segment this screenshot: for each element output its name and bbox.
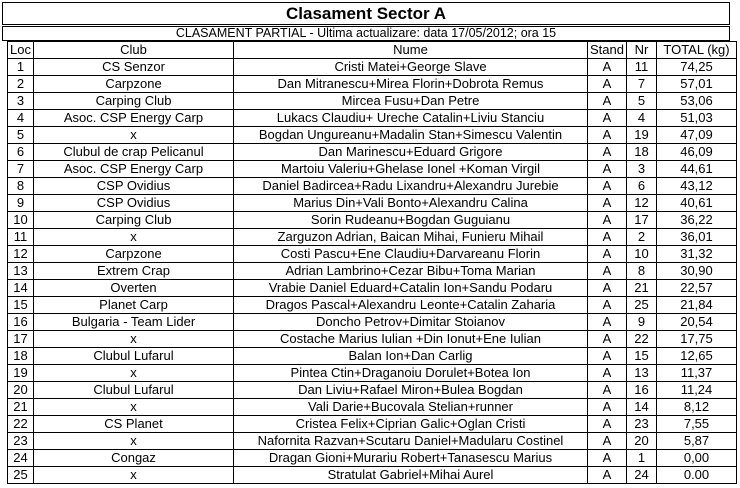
cell-total: 40,61	[657, 195, 737, 212]
cell-total: 44,61	[657, 161, 737, 178]
cell-club: CSP Ovidius	[34, 178, 234, 195]
cell-loc: 7	[8, 161, 34, 178]
update-status: CLASAMENT PARTIAL - Ultima actualizare: data 17/05/2012; ora 15	[2, 26, 730, 41]
table-row	[8, 365, 737, 382]
cell-nr: 12	[627, 195, 657, 212]
cell-nume: Vrabie Daniel Eduard+Catalin Ion+Sandu Podaru	[234, 280, 588, 297]
cell-total: 31,32	[657, 246, 737, 263]
cell-stand: A	[588, 246, 627, 263]
cell-loc: 4	[8, 110, 34, 127]
cell-nr: 2	[627, 229, 657, 246]
cell-club: Bulgaria - Team Lider	[34, 314, 234, 331]
cell-nr: 15	[627, 348, 657, 365]
cell-nume: Vali Darie+Bucovala Stelian+runner	[234, 399, 588, 416]
cell-nr: 20	[627, 433, 657, 450]
column-header-loc: Loc	[8, 42, 34, 59]
cell-club: Carpzone	[34, 76, 234, 93]
cell-stand: A	[588, 93, 627, 110]
cell-loc: 14	[8, 280, 34, 297]
cell-loc: 11	[8, 229, 34, 246]
cell-total: 57,01	[657, 76, 737, 93]
table-row	[8, 76, 737, 93]
cell-club: Extrem Crap	[34, 263, 234, 280]
cell-nr: 21	[627, 280, 657, 297]
cell-stand: A	[588, 399, 627, 416]
cell-nume: Marius Din+Vali Bonto+Alexandru Calina	[234, 195, 588, 212]
cell-nr: 17	[627, 212, 657, 229]
cell-nr: 24	[627, 467, 657, 484]
cell-total: 8,12	[657, 399, 737, 416]
cell-total: 11,24	[657, 382, 737, 399]
cell-loc: 18	[8, 348, 34, 365]
cell-nume: Dragan Gioni+Murariu Robert+Tanasescu Marius	[234, 450, 588, 467]
cell-total: 36,22	[657, 212, 737, 229]
cell-total: 0,00	[657, 450, 737, 467]
cell-nr: 19	[627, 127, 657, 144]
cell-loc: 15	[8, 297, 34, 314]
cell-loc: 20	[8, 382, 34, 399]
cell-stand: A	[588, 195, 627, 212]
table-row	[8, 382, 737, 399]
table-row	[8, 110, 737, 127]
cell-nume: Cristea Felix+Ciprian Galic+Oglan Cristi	[234, 416, 588, 433]
cell-loc: 6	[8, 144, 34, 161]
cell-total: 12,65	[657, 348, 737, 365]
cell-total: 20,54	[657, 314, 737, 331]
cell-nr: 25	[627, 297, 657, 314]
cell-stand: A	[588, 331, 627, 348]
cell-loc: 12	[8, 246, 34, 263]
cell-nume: Adrian Lambrino+Cezar Bibu+Toma Marian	[234, 263, 588, 280]
cell-loc: 5	[8, 127, 34, 144]
cell-club: Clubul Lufarul	[34, 348, 234, 365]
cell-club: Planet Carp	[34, 297, 234, 314]
table-row	[8, 450, 737, 467]
cell-club: Carping Club	[34, 212, 234, 229]
cell-loc: 10	[8, 212, 34, 229]
table-row	[8, 212, 737, 229]
cell-total: 74,25	[657, 59, 737, 76]
column-header-club: Club	[34, 42, 234, 59]
cell-stand: A	[588, 263, 627, 280]
cell-nr: 7	[627, 76, 657, 93]
table-row	[8, 348, 737, 365]
cell-total: 21,84	[657, 297, 737, 314]
cell-nr: 1	[627, 450, 657, 467]
table-row	[8, 399, 737, 416]
cell-total: 36,01	[657, 229, 737, 246]
cell-club: Congaz	[34, 450, 234, 467]
column-header-nr: Nr	[627, 42, 657, 59]
cell-nr: 8	[627, 263, 657, 280]
cell-loc: 23	[8, 433, 34, 450]
table-row	[8, 314, 737, 331]
cell-club: Asoc. CSP Energy Carp	[34, 110, 234, 127]
cell-stand: A	[588, 161, 627, 178]
cell-total: 22,57	[657, 280, 737, 297]
cell-club: CSP Ovidius	[34, 195, 234, 212]
cell-nr: 13	[627, 365, 657, 382]
cell-loc: 16	[8, 314, 34, 331]
cell-stand: A	[588, 416, 627, 433]
table-row	[8, 331, 737, 348]
cell-nume: Dan Liviu+Rafael Miron+Bulea Bogdan	[234, 382, 588, 399]
cell-loc: 24	[8, 450, 34, 467]
table-row	[8, 229, 737, 246]
cell-nr: 16	[627, 382, 657, 399]
table-row	[8, 93, 737, 110]
cell-stand: A	[588, 433, 627, 450]
cell-loc: 22	[8, 416, 34, 433]
table-header-row	[8, 42, 737, 59]
cell-club: Asoc. CSP Energy Carp	[34, 161, 234, 178]
cell-club: x	[34, 127, 234, 144]
cell-nr: 22	[627, 331, 657, 348]
table-row	[8, 144, 737, 161]
cell-stand: A	[588, 382, 627, 399]
cell-total: 11,37	[657, 365, 737, 382]
cell-total: 7,55	[657, 416, 737, 433]
cell-stand: A	[588, 467, 627, 484]
table-row	[8, 195, 737, 212]
cell-stand: A	[588, 365, 627, 382]
cell-nume: Balan Ion+Dan Carlig	[234, 348, 588, 365]
cell-nr: 18	[627, 144, 657, 161]
cell-nume: Daniel Badircea+Radu Lixandru+Alexandru Jurebie	[234, 178, 588, 195]
cell-loc: 3	[8, 93, 34, 110]
cell-nr: 14	[627, 399, 657, 416]
cell-stand: A	[588, 212, 627, 229]
cell-nr: 5	[627, 93, 657, 110]
cell-nr: 23	[627, 416, 657, 433]
cell-club: Overten	[34, 280, 234, 297]
cell-nr: 9	[627, 314, 657, 331]
cell-total: 51,03	[657, 110, 737, 127]
table-row	[8, 127, 737, 144]
table-row	[8, 263, 737, 280]
page-title: Clasament Sector A	[2, 2, 730, 25]
cell-club: Carpzone	[34, 246, 234, 263]
cell-stand: A	[588, 314, 627, 331]
cell-nume: Doncho Petrov+Dimitar Stoianov	[234, 314, 588, 331]
table-row	[8, 297, 737, 314]
cell-club: x	[34, 229, 234, 246]
cell-total: 43,12	[657, 178, 737, 195]
cell-loc: 17	[8, 331, 34, 348]
cell-club: CS Planet	[34, 416, 234, 433]
cell-nume: Pintea Ctin+Draganoiu Dorulet+Botea Ion	[234, 365, 588, 382]
cell-nume: Sorin Rudeanu+Bogdan Guguianu	[234, 212, 588, 229]
cell-nume: Dan Mitranescu+Mirea Florin+Dobrota Remus	[234, 76, 588, 93]
column-header-stand: Stand	[588, 42, 627, 59]
cell-loc: 2	[8, 76, 34, 93]
cell-loc: 19	[8, 365, 34, 382]
column-header-nume: Nume	[234, 42, 588, 59]
cell-nume: Bogdan Ungureanu+Madalin Stan+Simescu Valentin	[234, 127, 588, 144]
cell-loc: 8	[8, 178, 34, 195]
table-row	[8, 280, 737, 297]
cell-club: CS Senzor	[34, 59, 234, 76]
cell-total: 17,75	[657, 331, 737, 348]
cell-stand: A	[588, 348, 627, 365]
cell-loc: 9	[8, 195, 34, 212]
cell-club: x	[34, 467, 234, 484]
cell-nume: Nafornita Razvan+Scutaru Daniel+Madularu Costinel	[234, 433, 588, 450]
cell-stand: A	[588, 110, 627, 127]
cell-nr: 11	[627, 59, 657, 76]
cell-nume: Cristi Matei+George Slave	[234, 59, 588, 76]
cell-nume: Mircea Fusu+Dan Petre	[234, 93, 588, 110]
cell-total: 0.00	[657, 467, 737, 484]
cell-stand: A	[588, 229, 627, 246]
cell-total: 47,09	[657, 127, 737, 144]
cell-total: 46,09	[657, 144, 737, 161]
cell-club: x	[34, 365, 234, 382]
cell-stand: A	[588, 280, 627, 297]
table-row	[8, 467, 737, 484]
cell-club: Clubul de crap Pelicanul	[34, 144, 234, 161]
cell-total: 30,90	[657, 263, 737, 280]
cell-total: 5,87	[657, 433, 737, 450]
cell-club: x	[34, 433, 234, 450]
cell-stand: A	[588, 178, 627, 195]
cell-club: Clubul Lufarul	[34, 382, 234, 399]
table-row	[8, 178, 737, 195]
cell-loc: 13	[8, 263, 34, 280]
cell-nr: 6	[627, 178, 657, 195]
cell-stand: A	[588, 450, 627, 467]
cell-loc: 25	[8, 467, 34, 484]
cell-stand: A	[588, 76, 627, 93]
cell-nume: Dan Marinescu+Eduard Grigore	[234, 144, 588, 161]
table-row	[8, 59, 737, 76]
cell-stand: A	[588, 127, 627, 144]
cell-nume: Lukacs Claudiu+ Ureche Catalin+Liviu Stanciu	[234, 110, 588, 127]
cell-nume: Dragos Pascal+Alexandru Leonte+Catalin Zaharia	[234, 297, 588, 314]
cell-nume: Stratulat Gabriel+Mihai Aurel	[234, 467, 588, 484]
cell-club: x	[34, 399, 234, 416]
cell-nr: 3	[627, 161, 657, 178]
cell-total: 53,06	[657, 93, 737, 110]
cell-nume: Zarguzon Adrian, Baican Mihai, Funieru Mihail	[234, 229, 588, 246]
table-row	[8, 161, 737, 178]
cell-stand: A	[588, 59, 627, 76]
cell-nr: 4	[627, 110, 657, 127]
cell-stand: A	[588, 297, 627, 314]
cell-nume: Costache Marius Iulian +Din Ionut+Ene Iulian	[234, 331, 588, 348]
ranking-table	[7, 41, 737, 484]
cell-stand: A	[588, 144, 627, 161]
cell-loc: 21	[8, 399, 34, 416]
table-row	[8, 416, 737, 433]
table-row	[8, 433, 737, 450]
cell-nume: Costi Pascu+Ene Claudiu+Darvareanu Florin	[234, 246, 588, 263]
cell-nr: 10	[627, 246, 657, 263]
cell-club: x	[34, 331, 234, 348]
cell-club: Carping Club	[34, 93, 234, 110]
cell-loc: 1	[8, 59, 34, 76]
cell-nume: Martoiu Valeriu+Ghelase Ionel +Koman Virgil	[234, 161, 588, 178]
column-header-total: TOTAL (kg)	[657, 42, 737, 59]
table-row	[8, 246, 737, 263]
